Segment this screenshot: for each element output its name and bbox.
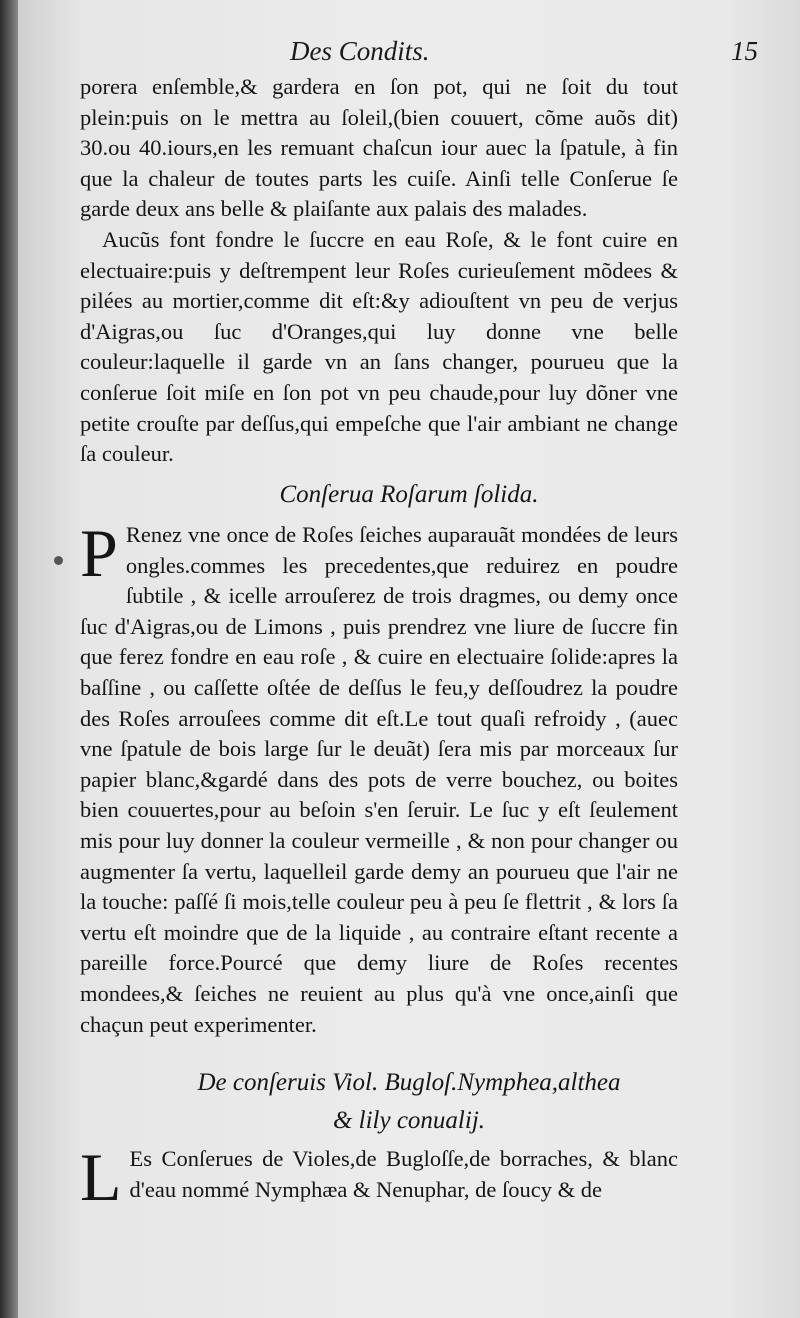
paragraph-aucuns: Aucũs font fondre le ſuccre en eau Roſe, & le font cuire en electuaire:puis y deſtrempent leur Roſes curieuſement mõdees & pilées au mortier,comme dit eſt:&y adiouſtent vn peu de verjus d'Aigras,ou ſuc d'Oranges,qui luy donne vne belle couleur:laquelle il garde vn an ſans changer, pourueu que la conſerue ſoit miſe en ſon pot vn peu chaude,pour luy dõner vne petite crouſte par deſſus,qui empeſche que l'air ambiant ne change ſa couleur. xyxy=(80,226,678,467)
page-gutter-shadow xyxy=(0,0,18,1318)
running-head: Des Condits. xyxy=(290,36,430,66)
section-body: Es Conſerues de Violes,de Bugloſſe,de borraches, & blanc d'eau nommé Nymphæa & Nenuphar, de ſoucy & de xyxy=(129,1146,678,1202)
heading-line-1: De conſeruis Viol. Bugloſ.Nymphea,althea xyxy=(197,1069,621,1096)
section-conserua-rosarum xyxy=(80,515,678,1040)
book-page xyxy=(18,0,800,1318)
paragraph-continuation: porera enſemble,& gardera en ſon pot, qui ne ſoit du tout plein:puis on le mettra au ſoleil,(bien couuert, cõme auõs dit) 30.ou 40.iours,en les remuant chaſcun iour auec la ſpatule, à fin que la chaleur de toutes parts les cuiſe. Ainſi telle Conſerue ſe garde deux ans belle & plaiſante aux palais des malades. xyxy=(80,74,678,222)
section-de-conseruis xyxy=(80,1139,678,1215)
section-heading-de-conseruis xyxy=(18,1064,800,1140)
section-body: Renez vne once de Roſes ſeiches auparauãt mondées de leurs ongles.commes les precedentes,que reduirez en poudre ſubtile , & icelle arrouſerez de trois dragmes, ou demy once ſuc d'Aigras,ou de Limons , puis prendrez vne liure de ſuccre fin que ferez fondre en eau roſe , & cuire en electuaire ſolide:apres la baſſine , ou caſſette oſtée de deſſus le feu,y deſſoudrez la poudre des Roſes arrouſees comme dit eſt.Le tout quaſi refroidy , (auec vne ſpatule de bois large ſur le deuãt) ſera mis par morceaux ſur papier blanc,&gardé dans des pots de verre bouchez, ou boites bien couuertes,pour au beſoin s'en ſeruir. Le ſuc y eſt ſeulement mis pour luy donner la couleur vermeille , & non pour changer ou augmenter ſa vertu, laquelleil garde demy an pourueu que l'air ne la touche: paſſé ſi mois,telle couleur peu à peu ſe flettrit , & lors ſa vertu eſt moindre que de la liquide , au contraire eſtant recente a pareille force.Pourcé que demy liure de Roſes recentes mondees,& ſeiches ne reuient au plus qu'à vne once,ainſi que chaçun peut experimenter. xyxy=(80,522,678,1037)
opening-paragraphs xyxy=(80,72,678,470)
heading-line-2: & lily conualij. xyxy=(332,1107,486,1134)
page-number: 15 xyxy=(731,36,758,66)
section-heading-conserua-rosarum: Conſerua Roſarum ſolida. xyxy=(279,481,539,508)
page-header xyxy=(18,36,800,72)
drop-cap-p: P xyxy=(80,515,118,591)
margin-mark xyxy=(54,556,63,565)
drop-cap-l: L xyxy=(80,1139,122,1215)
